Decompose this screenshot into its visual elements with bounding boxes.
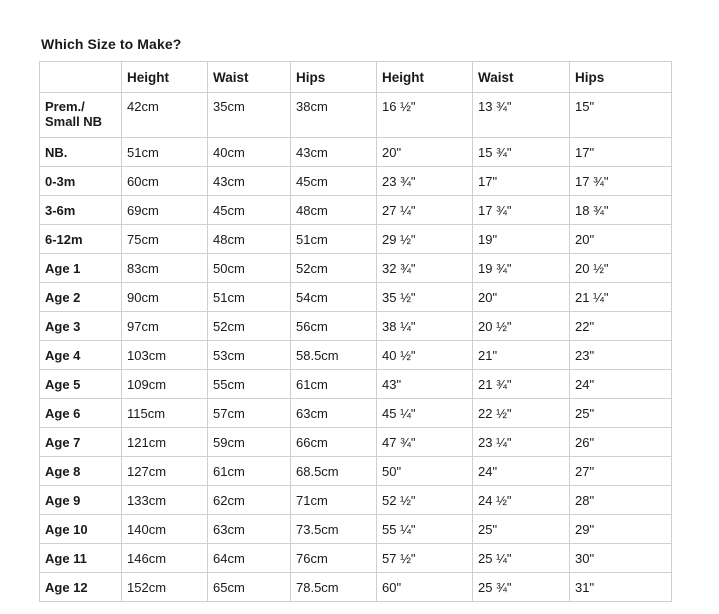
hips-cm-cell: 61cm [291,370,377,399]
table-row [40,399,672,428]
height-cm-cell: 69cm [122,196,208,225]
height-cm-cell: 127cm [122,457,208,486]
height-cm-cell: 133cm [122,486,208,515]
height-cm-cell: 115cm [122,399,208,428]
hips-cm-cell: 43cm [291,138,377,167]
header-height-in: Height [377,62,473,93]
hips-in-cell: 17 ¾" [570,167,672,196]
height-in-cell: 55 ¼" [377,515,473,544]
size-label-cell: Age 3 [40,312,122,341]
height-in-cell: 45 ¼" [377,399,473,428]
hips-in-cell: 21 ¼" [570,283,672,312]
hips-in-cell: 18 ¾" [570,196,672,225]
hips-in-cell: 20 ½" [570,254,672,283]
hips-cm-cell: 38cm [291,93,377,138]
height-cm-cell: 51cm [122,138,208,167]
hips-cm-cell: 76cm [291,544,377,573]
hips-in-cell: 25" [570,399,672,428]
height-cm-cell: 90cm [122,283,208,312]
waist-in-cell: 17 ¾" [473,196,570,225]
height-in-cell: 50" [377,457,473,486]
hips-in-cell: 29" [570,515,672,544]
waist-in-cell: 19" [473,225,570,254]
waist-in-cell: 24 ½" [473,486,570,515]
height-cm-cell: 97cm [122,312,208,341]
waist-in-cell: 21 ¾" [473,370,570,399]
height-cm-cell: 121cm [122,428,208,457]
size-label-cell: Prem./ Small NB [40,93,122,138]
header-hips-cm: Hips [291,62,377,93]
hips-in-cell: 24" [570,370,672,399]
waist-in-cell: 25 ¼" [473,544,570,573]
hips-cm-cell: 54cm [291,283,377,312]
size-label-cell: Age 9 [40,486,122,515]
hips-in-cell: 15" [570,93,672,138]
hips-cm-cell: 71cm [291,486,377,515]
hips-cm-cell: 56cm [291,312,377,341]
waist-cm-cell: 55cm [208,370,291,399]
height-cm-cell: 75cm [122,225,208,254]
height-cm-cell: 140cm [122,515,208,544]
hips-cm-cell: 73.5cm [291,515,377,544]
hips-in-cell: 20" [570,225,672,254]
table-header-row [40,62,672,93]
waist-cm-cell: 59cm [208,428,291,457]
height-in-cell: 57 ½" [377,544,473,573]
waist-in-cell: 25" [473,515,570,544]
hips-cm-cell: 68.5cm [291,457,377,486]
waist-cm-cell: 64cm [208,544,291,573]
height-in-cell: 52 ½" [377,486,473,515]
height-in-cell: 23 ¾" [377,167,473,196]
hips-cm-cell: 51cm [291,225,377,254]
header-blank [40,62,122,93]
hips-in-cell: 28" [570,486,672,515]
waist-in-cell: 22 ½" [473,399,570,428]
hips-in-cell: 17" [570,138,672,167]
size-label-cell: Age 7 [40,428,122,457]
waist-cm-cell: 63cm [208,515,291,544]
size-label-cell: Age 8 [40,457,122,486]
table-row [40,486,672,515]
size-label-cell: Age 10 [40,515,122,544]
height-in-cell: 38 ¼" [377,312,473,341]
height-in-cell: 16 ½" [377,93,473,138]
table-row [40,167,672,196]
table-row [40,312,672,341]
height-in-cell: 32 ¾" [377,254,473,283]
height-cm-cell: 60cm [122,167,208,196]
waist-in-cell: 13 ¾" [473,93,570,138]
waist-cm-cell: 40cm [208,138,291,167]
height-cm-cell: 42cm [122,93,208,138]
header-waist-cm: Waist [208,62,291,93]
size-label-cell: Age 11 [40,544,122,573]
waist-cm-cell: 57cm [208,399,291,428]
height-cm-cell: 152cm [122,573,208,602]
waist-cm-cell: 53cm [208,341,291,370]
waist-in-cell: 17" [473,167,570,196]
table-row [40,341,672,370]
waist-cm-cell: 43cm [208,167,291,196]
header-height-cm: Height [122,62,208,93]
height-cm-cell: 146cm [122,544,208,573]
waist-in-cell: 23 ¼" [473,428,570,457]
height-cm-cell: 103cm [122,341,208,370]
waist-in-cell: 19 ¾" [473,254,570,283]
waist-in-cell: 25 ¾" [473,573,570,602]
table-row [40,196,672,225]
waist-cm-cell: 48cm [208,225,291,254]
header-hips-in: Hips [570,62,672,93]
page-title: Which Size to Make? [41,36,182,52]
table-row [40,544,672,573]
size-label-cell: Age 1 [40,254,122,283]
waist-in-cell: 21" [473,341,570,370]
height-cm-cell: 83cm [122,254,208,283]
size-chart-table [39,61,672,602]
table-row [40,515,672,544]
table-row [40,93,672,138]
height-in-cell: 27 ¼" [377,196,473,225]
hips-cm-cell: 63cm [291,399,377,428]
table-row [40,573,672,602]
hips-cm-cell: 52cm [291,254,377,283]
hips-cm-cell: 66cm [291,428,377,457]
waist-cm-cell: 65cm [208,573,291,602]
hips-in-cell: 31" [570,573,672,602]
waist-in-cell: 15 ¾" [473,138,570,167]
waist-cm-cell: 52cm [208,312,291,341]
height-in-cell: 60" [377,573,473,602]
height-in-cell: 40 ½" [377,341,473,370]
hips-cm-cell: 58.5cm [291,341,377,370]
hips-in-cell: 22" [570,312,672,341]
table-row [40,428,672,457]
hips-in-cell: 26" [570,428,672,457]
height-in-cell: 20" [377,138,473,167]
size-label-cell: Age 12 [40,573,122,602]
waist-cm-cell: 50cm [208,254,291,283]
table-row [40,283,672,312]
height-in-cell: 43" [377,370,473,399]
size-label-cell: 3-6m [40,196,122,225]
height-in-cell: 29 ½" [377,225,473,254]
height-cm-cell: 109cm [122,370,208,399]
waist-in-cell: 20" [473,283,570,312]
size-label-cell: Age 5 [40,370,122,399]
waist-cm-cell: 35cm [208,93,291,138]
table-row [40,225,672,254]
waist-cm-cell: 62cm [208,486,291,515]
hips-cm-cell: 78.5cm [291,573,377,602]
height-in-cell: 47 ¾" [377,428,473,457]
hips-cm-cell: 45cm [291,167,377,196]
size-label-cell: NB. [40,138,122,167]
hips-in-cell: 27" [570,457,672,486]
size-label-cell: Age 6 [40,399,122,428]
header-waist-in: Waist [473,62,570,93]
table-row [40,457,672,486]
size-label-cell: Age 4 [40,341,122,370]
table-row [40,138,672,167]
table-row [40,370,672,399]
waist-cm-cell: 45cm [208,196,291,225]
hips-in-cell: 30" [570,544,672,573]
waist-in-cell: 20 ½" [473,312,570,341]
size-label-cell: 0-3m [40,167,122,196]
size-label-cell: Age 2 [40,283,122,312]
hips-in-cell: 23" [570,341,672,370]
size-label-cell: 6-12m [40,225,122,254]
table-row [40,254,672,283]
waist-cm-cell: 51cm [208,283,291,312]
hips-cm-cell: 48cm [291,196,377,225]
height-in-cell: 35 ½" [377,283,473,312]
waist-cm-cell: 61cm [208,457,291,486]
waist-in-cell: 24" [473,457,570,486]
